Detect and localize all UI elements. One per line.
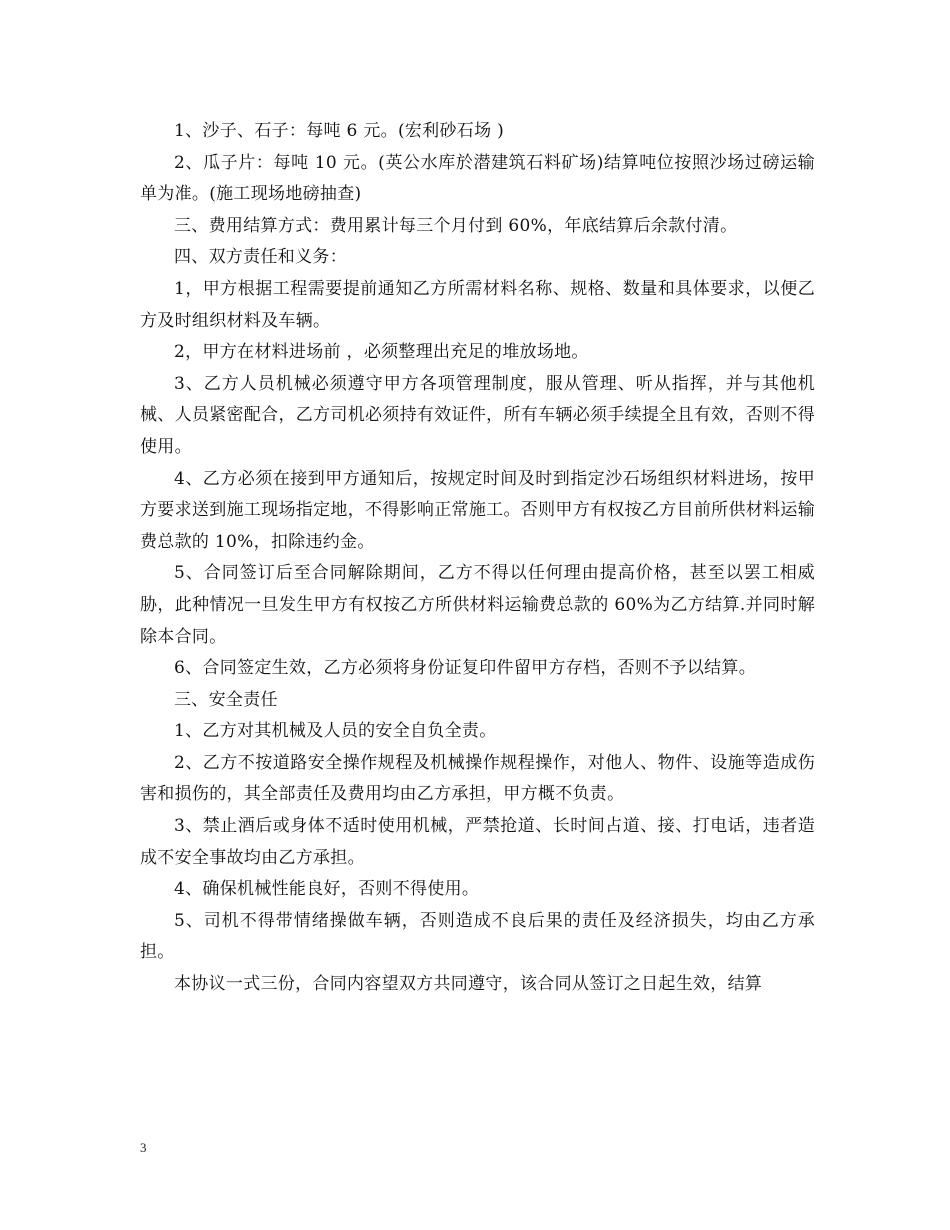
paragraph-duty-1: 1，甲方根据工程需要提前通知乙方所需材料名称、规格、数量和具体要求，以便乙方及时组织材料及车辆。 <box>140 278 815 331</box>
paragraph-safety-3: 3、禁止酒后或身体不适时使用机械，严禁抢道、长时间占道、接、打电话，违者造成不安全事故均由乙方承担。 <box>140 816 815 868</box>
section-heading-responsibilities: 四、双方责任和义务： <box>174 247 347 268</box>
paragraph-duty-3: 3、乙方人员机械必须遵守甲方各项管理制度，服从管理、听从指挥，并与其他机械、人员紧密配合，乙方司机必须持有效证件，所有车辆必须手续提全且有效，否则不得使用。 <box>140 373 815 457</box>
paragraph-price-gravel-chips: 2、瓜子片：每吨 10 元。(英公水库於潜建筑石料矿场)结算吨位按照沙场过磅运输单为准。(施工现场地磅抽查) <box>140 152 815 205</box>
document-body <box>140 116 815 1001</box>
paragraph-payment-method: 三、费用结算方式：费用累计每三个月付到 60%，年底结算后余款付清。 <box>174 215 738 236</box>
paragraph-safety-5: 5、司机不得带情绪操做车辆，否则造成不良后果的责任及经济损失，均由乙方承担。 <box>140 910 815 963</box>
paragraph-closing: 本协议一式三份，合同内容望双方共同遵守，该合同从签订之日起生效，结算 <box>174 974 763 995</box>
paragraph-duty-5: 5、合同签订后至合同解除期间，乙方不得以任何理由提高价格，甚至以罢工相威胁，此种情况一旦发生甲方有权按乙方所供材料运输费总款的 60%为乙方结算.并同时解除本合同。 <box>140 563 815 647</box>
page-number: 3 <box>140 1140 147 1155</box>
paragraph-price-sand-stone: 1、沙子、石子：每吨 6 元。(宏利砂石场 ) <box>174 121 505 141</box>
paragraph-safety-2: 2、乙方不按道路安全操作规程及机械操作规程操作，对他人、物件、设施等造成伤害和损伤的，其全部责任及费用均由乙方承担，甲方概不负责。 <box>140 752 815 805</box>
paragraph-duty-4: 4、乙方必须在接到甲方通知后，按规定时间及时到指定沙石场组织材料进场，按甲方要求送到施工现场指定地，不得影响正常施工。否则甲方有权按乙方目前所供材料运输费总款的 10%，扣除违约金。 <box>140 468 815 552</box>
paragraph-duty-2: 2，甲方在材料进场前 ，必须整理出充足的堆放场地。 <box>174 342 589 363</box>
paragraph-safety-4: 4、确保机械性能良好，否则不得使用。 <box>174 879 480 900</box>
paragraph-duty-6: 6、合同签定生效，乙方必须将身份证复印件留甲方存档，否则不予以结算。 <box>174 658 757 679</box>
section-heading-safety: 三、安全责任 <box>174 689 278 710</box>
paragraph-safety-1: 1、乙方对其机械及人员的安全自负全责。 <box>174 721 497 742</box>
